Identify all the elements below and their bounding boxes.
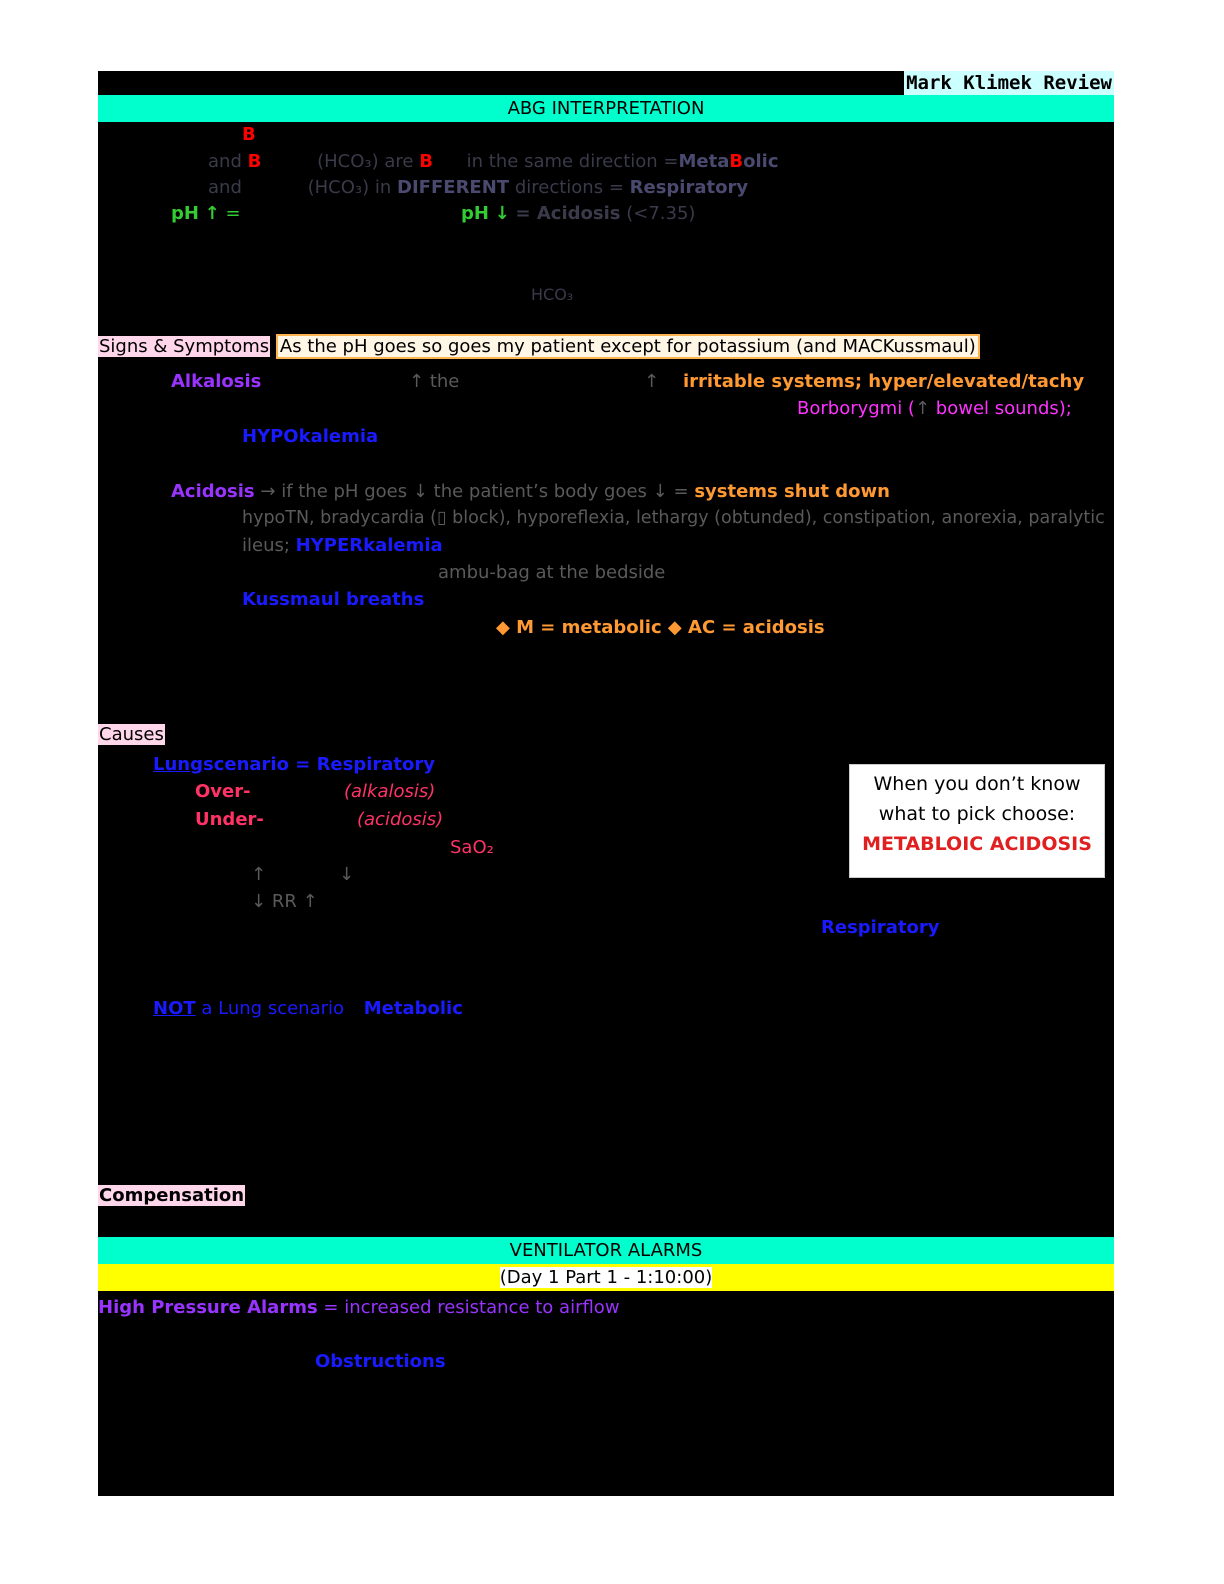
obstructions: Obstructions [315, 1351, 446, 1372]
acidosis-symptoms: hypoTN, bradycardia (▯ block), hyporeflexia, lethargy (obtunded), constipation, anorexia, paralytic [242, 508, 1105, 528]
document-page [98, 71, 1114, 1496]
not-lung-scenario: NOT a Lung scenario Metabolic [153, 998, 463, 1019]
under-label: Under- [195, 809, 264, 830]
section-title-ventilator: VENTILATOR ALARMS [98, 1237, 1114, 1264]
arrow-up: ↑ [251, 864, 267, 885]
timestamp-bar [98, 1264, 1114, 1291]
header-bar [98, 71, 1114, 95]
acidosis-line: Acidosis → if the pH goes ↓ the patient’s body goes ↓ = systems shut down [171, 481, 890, 502]
metabolic-acidosis-callout: When you don’t know what to pick choose: METABLOIC ACIDOSIS [849, 764, 1105, 878]
kussmaul-breaths: Kussmaul breaths [242, 589, 425, 610]
alkalosis-irritable: irritable systems; hyper/elevated/tachy [683, 371, 1085, 392]
ileus-line: ileus; HYPERkalemia [242, 535, 443, 556]
abg-metabolic-rule: and B (HCO₃) are B in the same direction =MetaBolic [208, 151, 779, 172]
ph-up-rule: pH ↑ = [171, 203, 241, 224]
alkalosis-the: ↑ the [409, 371, 460, 392]
brand-title: Mark Klimek Review [906, 72, 1112, 94]
under-acidosis: (acidosis) [357, 809, 444, 830]
compensation-label: Compensation [99, 1185, 245, 1206]
causes-label: Causes [99, 724, 164, 745]
borborygmi: Borborygmi (↑ bowel sounds); [797, 398, 1072, 419]
abg-respiratory-rule: and (HCO₃) in DIFFERENT directions = Respiratory [208, 177, 749, 198]
signs-heading-row [98, 336, 980, 358]
over-alkalosis: (alkalosis) [344, 781, 436, 802]
rr-line: ↓ RR ↑ [251, 891, 318, 912]
hypokalemia: HYPOkalemia [242, 426, 379, 447]
alkalosis-arrow: ↑ [644, 371, 660, 392]
b-mark: B [242, 124, 256, 145]
section-title-abg: ABG INTERPRETATION [98, 95, 1114, 122]
arrow-down: ↓ [339, 864, 355, 885]
signs-quote: As the pH goes so goes my patient except for potassium (and MACKussmaul) [276, 334, 980, 359]
lung-scenario: Lungscenario = Respiratory [153, 754, 436, 775]
sao2: SaO₂ [450, 837, 494, 858]
ph-down-rule: pH ↓ = Acidosis (<7.35) [461, 203, 696, 224]
respiratory-label: Respiratory [821, 917, 940, 938]
hco3-label: HCO₃ [531, 285, 574, 304]
high-pressure-line: High Pressure Alarms = increased resistance to airflow [98, 1297, 620, 1318]
timestamp: (Day 1 Part 1 - 1:10:00) [499, 1267, 713, 1288]
ambu-bag: ambu-bag at the bedside [438, 562, 666, 583]
signs-label: Signs & Symptoms [99, 336, 270, 357]
alkalosis-label: Alkalosis [171, 371, 262, 392]
over-label: Over- [195, 781, 251, 802]
mac-mnemonic: ◆ M = metabolic ◆ AC = acidosis [496, 617, 825, 638]
